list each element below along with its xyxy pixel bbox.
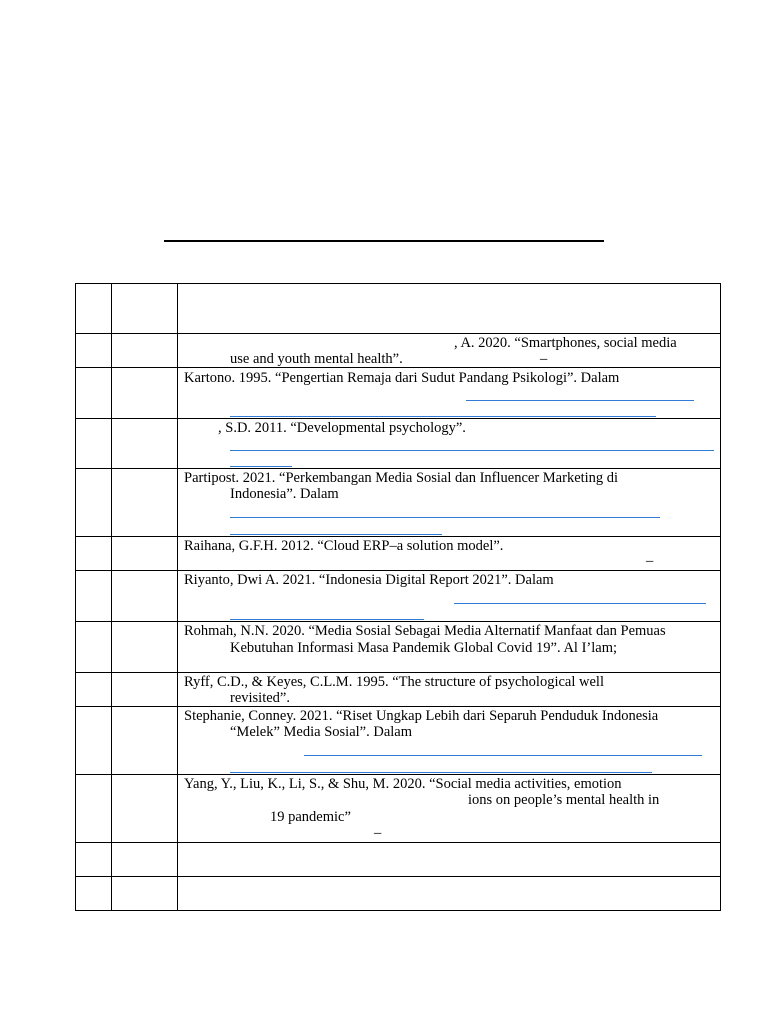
reference-text: Stephanie, Conney. 2021. “Riset Ungkap Lebih dari Separuh Penduduk Indonesia xyxy=(184,708,659,724)
reference-cell xyxy=(178,775,721,843)
reference-text: Kebutuhan Informasi Masa Pandemik Global Covid 19”. Al I’lam; xyxy=(230,640,617,656)
table-cell xyxy=(112,368,178,419)
table-cell xyxy=(76,843,112,877)
table-cell xyxy=(178,877,721,911)
reference-cell xyxy=(178,334,721,368)
reference-text: ions on people’s mental health in xyxy=(468,792,660,808)
table-row xyxy=(76,775,721,843)
table-row xyxy=(76,368,721,419)
table-row xyxy=(76,571,721,622)
table-cell xyxy=(76,284,112,334)
table-row xyxy=(76,673,721,707)
reference-text: Raihana, G.F.H. 2012. “Cloud ERP–a solution model”. xyxy=(184,538,504,554)
table-cell xyxy=(178,284,721,334)
table-cell xyxy=(112,877,178,911)
table-cell xyxy=(76,368,112,419)
hyperlink-underline[interactable] xyxy=(454,603,706,604)
hyperlink-underline[interactable] xyxy=(230,517,660,518)
reference-cell xyxy=(178,368,721,419)
references-table xyxy=(75,283,721,911)
table-cell xyxy=(112,537,178,571)
table-cell xyxy=(76,622,112,673)
table-cell xyxy=(112,673,178,707)
reference-text: Indonesia”. Dalam xyxy=(230,486,339,502)
reference-cell xyxy=(178,419,721,469)
reference-text: Partipost. 2021. “Perkembangan Media Sosial dan Influencer Marketing di xyxy=(184,470,619,486)
reference-text: use and youth mental health”. xyxy=(230,351,403,367)
reference-text: – xyxy=(374,825,382,841)
table-cell xyxy=(76,571,112,622)
table-row xyxy=(76,877,721,911)
table-row xyxy=(76,334,721,368)
table-cell xyxy=(112,775,178,843)
reference-cell xyxy=(178,537,721,571)
table-cell xyxy=(178,843,721,877)
table-row xyxy=(76,622,721,673)
table-row xyxy=(76,537,721,571)
table-cell xyxy=(112,622,178,673)
table-cell xyxy=(76,537,112,571)
hyperlink-underline[interactable] xyxy=(304,755,702,756)
reference-text: Rohmah, N.N. 2020. “Media Sosial Sebagai Media Alternatif Manfaat dan Pemuas xyxy=(184,623,666,639)
table-cell xyxy=(112,469,178,537)
reference-cell xyxy=(178,707,721,775)
reference-text: , S.D. 2011. “Developmental psychology”. xyxy=(218,420,466,436)
reference-text: – xyxy=(540,351,548,367)
hyperlink-underline[interactable] xyxy=(230,416,656,417)
table-header-row xyxy=(76,284,721,334)
table-cell xyxy=(112,334,178,368)
hyperlink-underline[interactable] xyxy=(230,772,652,773)
reference-cell xyxy=(178,622,721,673)
reference-cell xyxy=(178,469,721,537)
reference-cell xyxy=(178,673,721,707)
table-row xyxy=(76,419,721,469)
reference-text: , A. 2020. “Smartphones, social media xyxy=(454,335,677,351)
table-row xyxy=(76,707,721,775)
reference-text: Kartono. 1995. “Pengertian Remaja dari Sudut Pandang Psikologi”. Dalam xyxy=(184,370,620,386)
table-row xyxy=(76,469,721,537)
table-cell xyxy=(112,843,178,877)
table-cell xyxy=(112,284,178,334)
table-cell xyxy=(76,334,112,368)
reference-text: Ryff, C.D., & Keyes, C.L.M. 1995. “The structure of psychological well xyxy=(184,674,604,690)
table-cell xyxy=(76,673,112,707)
table-cell xyxy=(76,877,112,911)
hyperlink-underline[interactable] xyxy=(230,450,714,451)
reference-text: 19 pandemic” xyxy=(270,809,351,825)
reference-text: revisited”. xyxy=(230,690,290,706)
table-cell xyxy=(112,419,178,469)
reference-text: Yang, Y., Liu, K., Li, S., & Shu, M. 2020. “Social media activities, emotion xyxy=(184,776,622,792)
table-cell xyxy=(76,419,112,469)
table-cell xyxy=(112,707,178,775)
hyperlink-underline[interactable] xyxy=(230,619,424,620)
reference-cell xyxy=(178,571,721,622)
table-cell xyxy=(76,707,112,775)
hyperlink-underline[interactable] xyxy=(230,534,442,535)
table-cell xyxy=(76,469,112,537)
title-underline xyxy=(164,240,604,242)
table-cell xyxy=(112,571,178,622)
reference-text: “Melek” Media Sosial”. Dalam xyxy=(230,724,412,740)
hyperlink-underline[interactable] xyxy=(230,466,292,467)
table-cell xyxy=(76,775,112,843)
reference-text: – xyxy=(646,553,654,569)
reference-text: Riyanto, Dwi A. 2021. “Indonesia Digital Report 2021”. Dalam xyxy=(184,572,554,588)
hyperlink-underline[interactable] xyxy=(466,400,694,401)
table-row xyxy=(76,843,721,877)
